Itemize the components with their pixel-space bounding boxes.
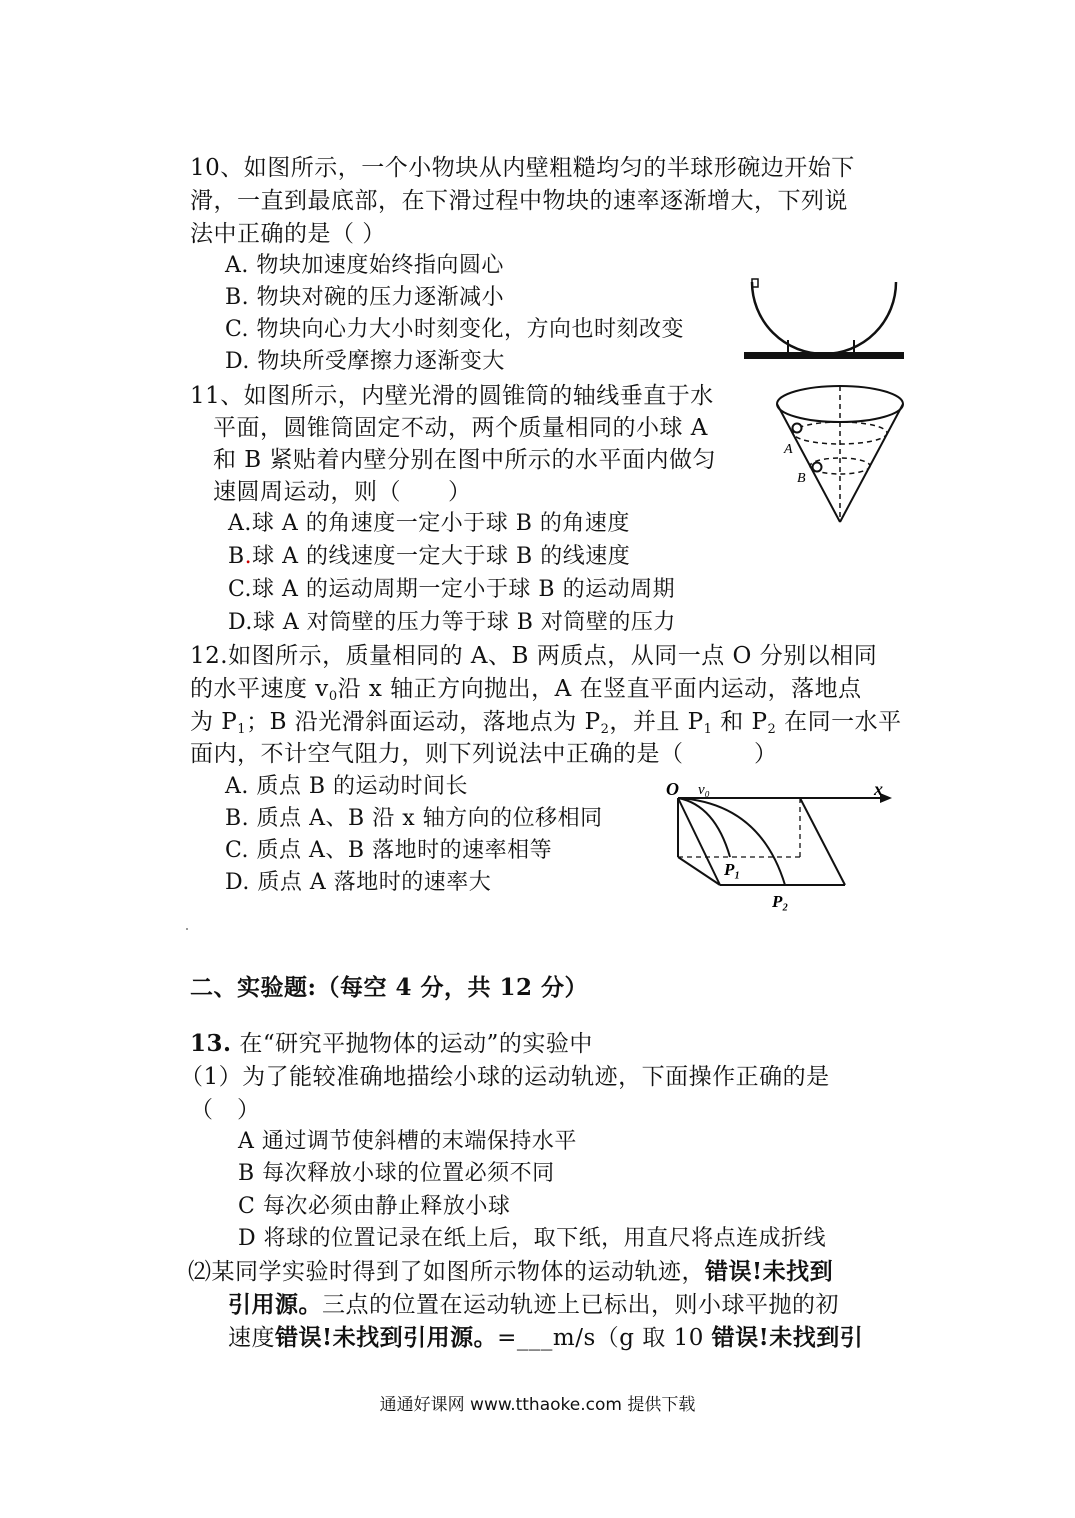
q11-option-c: C.球 A 的运动周期一定小于球 B 的运动周期 <box>228 577 676 602</box>
q12-stem-line3-sub1: 1 <box>237 722 247 737</box>
q12-stem-line2-a: 的水平速度 v <box>190 676 329 702</box>
q13-option-a: A 通过调节使斜槽的末端保持水平 <box>238 1129 577 1154</box>
q13-part1-line2: （ ） <box>190 1097 261 1123</box>
q11-option-b-dot: . <box>244 544 253 569</box>
fig-label-p1: P₁ <box>724 860 741 879</box>
q13-option-b: B 每次释放小球的位置必须不同 <box>238 1161 555 1186</box>
q11-option-b-letter: B <box>228 544 245 569</box>
q12-stem-line3-c: ，并且 P <box>609 709 704 735</box>
fig-label-p2: P₂ <box>772 892 789 911</box>
q13-error-ref-1a: 错误!未找到 <box>705 1258 834 1285</box>
q12-stem-line3-sub4: 2 <box>767 722 777 737</box>
q13-stem <box>190 1028 593 1060</box>
q11-stem-line3: 和 B 紧贴着内壁分别在图中所示的水平面内做匀 <box>213 447 717 473</box>
q13-error-ref-2: 错误!未找到引用源。 <box>275 1324 498 1351</box>
q13-stem-text: 在“研究平抛物体的运动”的实验中 <box>231 1031 593 1057</box>
q10-option-b: B. 物块对碗的压力逐渐减小 <box>225 285 505 310</box>
q13-option-d: D 将球的位置记录在纸上后，取下纸，用直尺将点连成折线 <box>238 1226 827 1251</box>
q11-stem-line4: 速圆周运动，则（ ） <box>213 479 472 505</box>
fig-label-x: x <box>874 779 883 799</box>
q11-stem-line2: 平面，圆锥筒固定不动，两个质量相同的小球 A <box>213 415 708 441</box>
q13-part1-line1: （1）为了能较准确地描绘小球的运动轨迹，下面操作正确的是 <box>180 1064 830 1090</box>
fig-label-o: O <box>666 779 679 799</box>
q13-part2-line2-text: 三点的位置在运动轨迹上已标出，则小球平抛的初 <box>322 1292 839 1318</box>
q11-stem-line1: 11、如图所示，内壁光滑的圆锥筒的轴线垂直于水 <box>190 383 714 409</box>
q13-part2-line3 <box>228 1322 863 1354</box>
page-footer: 通通好课网 www.tthaoke.com 提供下载 <box>379 1395 696 1415</box>
q12-stem-line3-b: ；B 沿光滑斜面运动，落地点为 P <box>246 709 601 735</box>
q10-option-c: C. 物块向心力大小时刻变化，方向也时刻改变 <box>225 317 685 342</box>
cone-label-b: B <box>797 471 806 486</box>
q12-stem-line3-sub2: 2 <box>600 722 610 737</box>
q12-option-c: C. 质点 A、B 落地时的速率相等 <box>225 838 553 863</box>
q13-error-ref-3: 错误!未找到引 <box>711 1324 864 1351</box>
cone-figure <box>770 378 910 528</box>
stray-dot <box>186 928 188 930</box>
q10-option-d: D. 物块所受摩擦力逐渐变大 <box>225 349 505 374</box>
q12-option-d: D. 质点 A 落地时的速率大 <box>225 870 492 895</box>
q12-stem-line3-a: 为 P <box>190 709 238 735</box>
q13-option-c: C 每次必须由静止释放小球 <box>238 1194 511 1219</box>
projectile-figure <box>660 775 900 915</box>
q12-stem-line3-d: 和 P <box>712 709 768 735</box>
q10-stem-line1: 10、如图所示，一个小物块从内壁粗糙均匀的半球形碗边开始下 <box>190 155 855 181</box>
q11-option-d: D.球 A 对筒壁的压力等于球 B 对筒壁的压力 <box>228 610 676 635</box>
q12-option-a: A. 质点 B 的运动时间长 <box>225 774 469 799</box>
q13-part2-line1 <box>188 1256 833 1288</box>
q12-stem-line3-e: 在同一水平 <box>776 709 902 735</box>
q13-part2-line3-b: =___m/s（g 取 10 <box>497 1325 712 1351</box>
fig-label-v0: v₀ <box>698 782 710 798</box>
q13-part2-line3-a: 速度 <box>228 1325 275 1351</box>
q13-error-ref-1b: 引用源。 <box>228 1291 322 1318</box>
q10-stem-line2: 滑，一直到最底部，在下滑过程中物块的速率逐渐增大，下列说 <box>190 188 848 214</box>
q11-option-b-text: 球 A 的线速度一定大于球 B 的线速度 <box>252 544 631 569</box>
q10-option-a: A. 物块加速度始终指向圆心 <box>225 253 504 278</box>
q11-option-b <box>228 541 630 573</box>
q13-number: 13. <box>190 1030 232 1057</box>
q11-option-a: A.球 A 的角速度一定小于球 B 的角速度 <box>228 511 630 536</box>
q12-stem-line4: 面内，不计空气阻力，则下列说法中正确的是（ ） <box>190 741 778 767</box>
q10-stem-line3: 法中正确的是（ ） <box>190 221 386 247</box>
section2-title: 二、实验题:（每空 4 分，共 12 分） <box>190 974 589 1001</box>
q12-stem-line3-sub3: 1 <box>703 722 713 737</box>
cone-label-a: A <box>784 442 793 457</box>
q13-part2-line2 <box>228 1289 839 1321</box>
q12-stem-line2-b: 沿 x 轴正方向抛出，A 在竖直平面内运动，落地点 <box>337 676 862 702</box>
q12-stem-line2-sub: 0 <box>328 689 338 704</box>
bowl-figure <box>740 270 910 370</box>
q12-stem-line1: 12.如图所示，质量相同的 A、B 两质点，从同一点 O 分别以相同 <box>190 643 878 669</box>
q12-option-b: B. 质点 A、B 沿 x 轴方向的位移相同 <box>225 806 603 831</box>
q13-part2-line1-text: ⑵某同学实验时得到了如图所示物体的运动轨迹， <box>188 1259 705 1285</box>
